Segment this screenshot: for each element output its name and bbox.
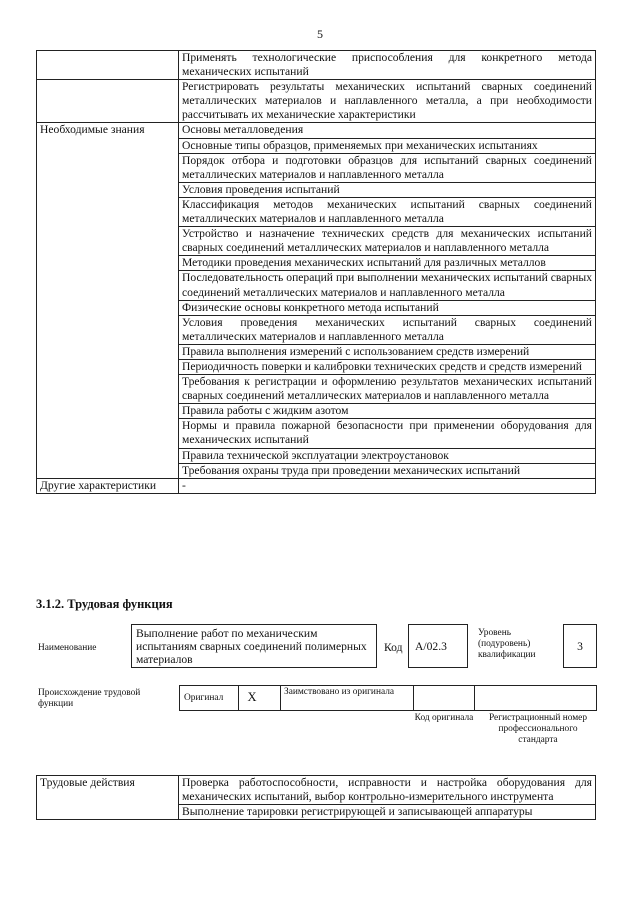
code-label: Код (384, 641, 403, 654)
section-title: 3.1.2. Трудовая функция (36, 597, 173, 611)
origin-row (179, 685, 597, 711)
divider (474, 686, 475, 710)
skills-knowledge-table (36, 50, 596, 494)
function-name-value: Выполнение работ по механическим испытаниям сварных соединений полимерных материалов (136, 627, 367, 666)
skill-cell: Применять технологические приспособления для конкретного метода механических испытаний (179, 51, 596, 80)
empty-label-cell (37, 51, 179, 80)
level-label: Уровень (подуровень) квалификации (478, 628, 536, 660)
knowledge-cell: Требования к регистрации и оформлению результатов механических испытаний сварных соединений металлических материалов и наплавленного металла (179, 375, 596, 404)
knowledge-cell: Порядок отбора и подготовки образцов для испытаний сварных соединений металлических материалов и наплавленного металла (179, 153, 596, 182)
knowledge-cell: Классификация методов механических испытаний сварных соединений металлических материалов и наплавленного металла (179, 197, 596, 226)
page-number: 5 (317, 27, 323, 41)
level-value: 3 (577, 640, 583, 653)
knowledge-cell: Правила выполнения измерений с использованием средств измерений (179, 344, 596, 359)
code-value: A/02.3 (415, 640, 447, 653)
table-row (37, 123, 596, 138)
code-box (408, 624, 468, 668)
knowledge-cell: Последовательность операций при выполнении механических испытаний сварных соединений металлических материалов и наплавленного металла (179, 271, 596, 300)
knowledge-label: Необходимые знания (37, 123, 179, 478)
code-original-caption: Код оригинала (414, 713, 474, 723)
knowledge-cell: Устройство и назначение технических средств для механических испытаний сварных соединений металлических материалов и наплавленного металла (179, 227, 596, 256)
knowledge-cell: Основы металловедения (179, 123, 596, 138)
borrowed-label: Заимствовано из оригинала (284, 687, 395, 697)
original-mark: X (247, 690, 257, 704)
knowledge-cell: Методики проведения механических испытаний для различных металлов (179, 256, 596, 271)
knowledge-cell: Правила работы с жидким азотом (179, 404, 596, 419)
skill-cell: Регистрировать результаты механических испытаний сварных соединений металлических материалов и наплавленного металла, а при необходимости рассчитывать их механические характеристики (179, 80, 596, 123)
knowledge-cell: Основные типы образцов, применяемых при механических испытаниях (179, 138, 596, 153)
divider (280, 686, 281, 710)
table-row (37, 80, 596, 123)
empty-label-cell (37, 80, 179, 123)
knowledge-cell: Требования охраны труда при проведении механических испытаний (179, 463, 596, 478)
table-row (37, 776, 596, 805)
origin-label: Происхождение трудовой функции (38, 688, 141, 709)
divider (413, 686, 414, 710)
table-row (37, 478, 596, 493)
name-label: Наименование (38, 643, 97, 653)
knowledge-cell: Условия проведения испытаний (179, 182, 596, 197)
knowledge-cell: Физические основы конкретного метода испытаний (179, 300, 596, 315)
knowledge-cell: Условия проведения механических испытаний сварных соединений металлических материалов и наплавленного металла (179, 315, 596, 344)
labor-action-cell: Проверка работоспособности, исправности и настройка оборудования для механических испытаний, выбор контрольно-измерительного инструмента (179, 776, 596, 805)
level-box (563, 624, 597, 668)
other-characteristics-label: Другие характеристики (37, 478, 179, 493)
knowledge-cell: Нормы и правила пожарной безопасности при применении оборудования для механических испытаний (179, 419, 596, 448)
reg-number-caption: Регистрационный номер профессионального стандарта (488, 713, 588, 745)
knowledge-cell: Периодичность поверки и калибровки технических средств и средств измерений (179, 359, 596, 374)
knowledge-cell: Правила технической эксплуатации электроустановок (179, 448, 596, 463)
function-name-box (131, 624, 377, 668)
labor-actions-label: Трудовые действия (37, 776, 179, 820)
divider (238, 686, 239, 710)
table-row (37, 51, 596, 80)
other-characteristics-value: - (179, 478, 596, 493)
labor-action-cell: Выполнение тарировки регистрирующей и записывающей аппаратуры (179, 805, 596, 820)
original-label: Оригинал (184, 693, 224, 703)
labor-actions-table (36, 775, 596, 820)
